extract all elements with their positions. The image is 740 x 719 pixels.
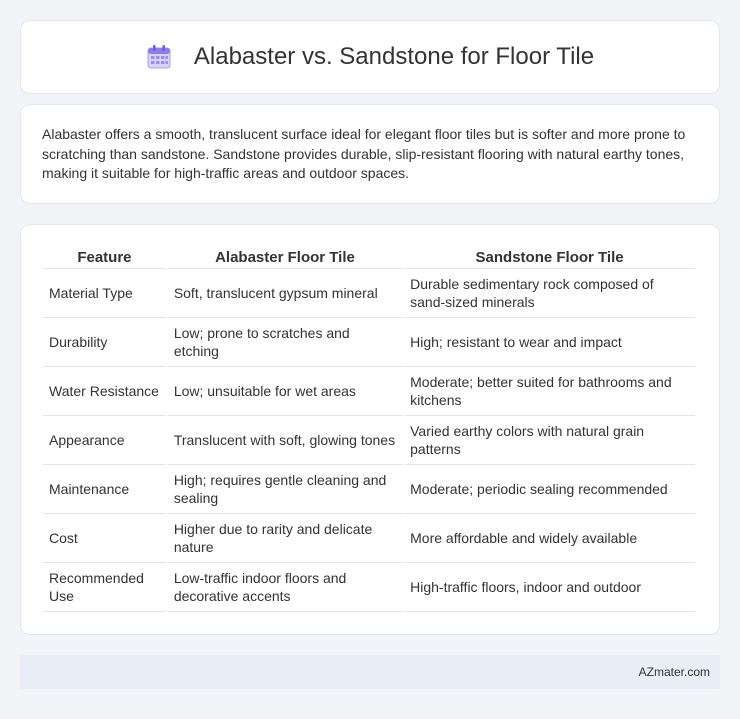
comparison-card bbox=[20, 224, 720, 635]
summary-text: Alabaster offers a smooth, translucent surface ideal for elegant floor tiles but is softer and more prone to scratching than sandstone. Sandstone provides durable, slip-resistant flooring with natural earthy tones, making it suitable for high-traffic areas and outdoor spaces. bbox=[42, 126, 686, 181]
calendar-icon bbox=[146, 44, 172, 70]
feature-cell: Material Type bbox=[43, 269, 166, 318]
table-row bbox=[43, 416, 695, 465]
alabaster-cell: Low; prone to scratches and etching bbox=[168, 318, 402, 367]
footer-brand: AZmater.com bbox=[638, 665, 710, 679]
comparison-table bbox=[41, 245, 697, 612]
alabaster-cell: Higher due to rarity and delicate nature bbox=[168, 514, 402, 563]
sandstone-cell: Durable sedimentary rock composed of sand-sized minerals bbox=[404, 269, 695, 318]
column-header-sandstone: Sandstone Floor Tile bbox=[404, 245, 695, 269]
sandstone-cell: More affordable and widely available bbox=[404, 514, 695, 563]
table-row bbox=[43, 269, 695, 318]
summary-card bbox=[20, 104, 720, 204]
footer-bar bbox=[20, 655, 720, 689]
feature-cell: Appearance bbox=[43, 416, 166, 465]
table-header-row bbox=[43, 245, 695, 269]
sandstone-cell: High-traffic floors, indoor and outdoor bbox=[404, 563, 695, 612]
alabaster-cell: Low; unsuitable for wet areas bbox=[168, 367, 402, 416]
table-row bbox=[43, 367, 695, 416]
table-row bbox=[43, 318, 695, 367]
alabaster-cell: Translucent with soft, glowing tones bbox=[168, 416, 402, 465]
sandstone-cell: Moderate; periodic sealing recommended bbox=[404, 465, 695, 514]
table-row bbox=[43, 514, 695, 563]
feature-cell: Recommended Use bbox=[43, 563, 166, 612]
column-header-feature: Feature bbox=[43, 245, 166, 269]
sandstone-cell: Moderate; better suited for bathrooms and kitchens bbox=[404, 367, 695, 416]
table-row bbox=[43, 465, 695, 514]
feature-cell: Maintenance bbox=[43, 465, 166, 514]
feature-cell: Cost bbox=[43, 514, 166, 563]
feature-cell: Water Resistance bbox=[43, 367, 166, 416]
sandstone-cell: High; resistant to wear and impact bbox=[404, 318, 695, 367]
column-header-alabaster: Alabaster Floor Tile bbox=[168, 245, 402, 269]
page-title: Alabaster vs. Sandstone for Floor Tile bbox=[193, 43, 595, 70]
alabaster-cell: Soft, translucent gypsum mineral bbox=[168, 269, 402, 318]
alabaster-cell: High; requires gentle cleaning and sealing bbox=[168, 465, 402, 514]
title-card bbox=[20, 20, 720, 94]
table-row bbox=[43, 563, 695, 612]
sandstone-cell: Varied earthy colors with natural grain patterns bbox=[404, 416, 695, 465]
feature-cell: Durability bbox=[43, 318, 166, 367]
alabaster-cell: Low-traffic indoor floors and decorative accents bbox=[168, 563, 402, 612]
